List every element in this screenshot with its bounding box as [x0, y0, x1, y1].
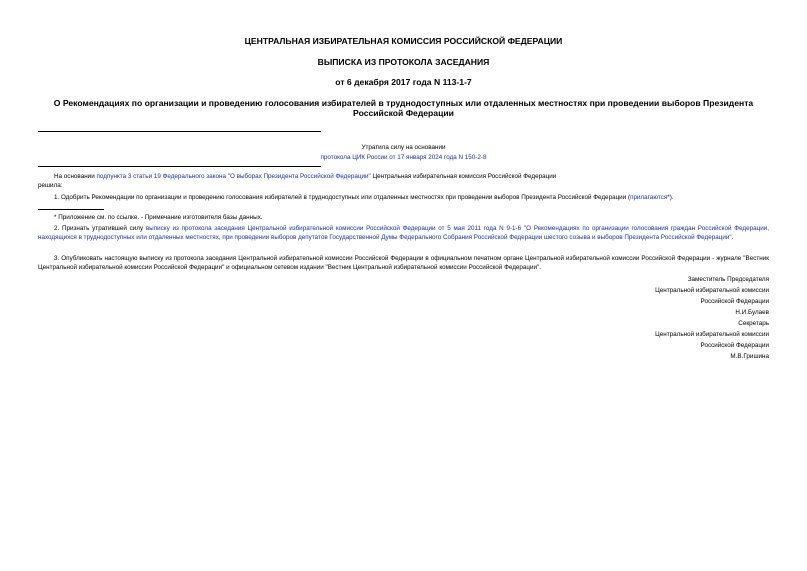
deputy-title-line-2: Центральной избирательной комиссии — [655, 287, 769, 294]
document-date-number: от 6 декабря 2017 года N 113-1-7 — [335, 77, 472, 87]
item-1-paragraph — [38, 193, 769, 202]
item-3-paragraph: 3. Опубликовать настоящую выписку из протокола заседания Центральной избирательной комиссии Российской Федерации в официальном печатном органе Центральной избирательной комиссии Российской Федерации - журнале "Вестник Центральной избирательной комиссии Российской Федерации" и официальном сетевом издании "Вестник Центральной избирательной комиссии Российской Федерации". — [38, 255, 769, 272]
status-link-line — [38, 153, 769, 162]
header-divider — [38, 131, 321, 132]
secretary-title-line-2: Центральной избирательной комиссии — [655, 331, 769, 338]
item-2-paragraph — [38, 224, 769, 243]
footnote-divider — [38, 209, 104, 210]
document-subject-line-2: Российской Федерации — [353, 108, 454, 118]
decided-label: решила: — [38, 182, 63, 189]
footnote-paragraph: * Приложение см. по ссылке. - Примечание изготовителя базы данных. — [54, 214, 263, 221]
preamble-prefix: На основании — [54, 173, 97, 180]
preamble-paragraph — [38, 172, 769, 181]
recommendations-attachment-link[interactable]: прилагаются — [630, 194, 668, 201]
deputy-title-line-3: Российской Федерации — [700, 298, 769, 305]
preamble-suffix: Центральная избирательная комиссия Российской Федерации — [370, 173, 557, 180]
secretary-name: М.В.Гришина — [730, 353, 769, 360]
status-divider — [38, 166, 321, 167]
document-type-title: ВЫПИСКА ИЗ ПРОТОКОЛА ЗАСЕДАНИЯ — [317, 57, 490, 67]
item-2-suffix: . — [731, 234, 734, 242]
secretary-title-line-1: Секретарь — [738, 320, 769, 327]
item-1-suffix: *). — [667, 194, 674, 201]
repeal-protocol-link[interactable]: протокола ЦИК России от 17 января 2024 года N 150-2-8 — [320, 154, 487, 161]
item-2-prefix: 2. Признать утратившей силу — [54, 225, 146, 232]
document-subject-line-1: О Рекомендациях по организации и проведению голосования избирателей в труднодоступных или отдаленных местностях при проведении выборов Президента — [53, 98, 754, 108]
deputy-name: Н.И.Булаев — [735, 309, 769, 316]
federal-law-link[interactable]: подпункта 3 статьи 19 Федерального закона "О выборах Президента Российской Федерации" — [96, 173, 371, 180]
status-note: Утратила силу на основании — [361, 144, 446, 151]
commission-title: ЦЕНТРАЛЬНАЯ ИЗБИРАТЕЛЬНАЯ КОМИССИЯ РОССИЙСКОЙ ФЕДЕРАЦИИ — [244, 36, 563, 46]
secretary-title-line-3: Российской Федерации — [700, 342, 769, 349]
repealed-extract-link[interactable]: выписку из протокола заседания Центральной избирательной комиссии Российской Федерации от 5 мая 2011 года N 9-1-6 "О Рекомендациях по организации голосования граждан Российской Федерации, находящихся в труднодоступных или отдаленных местностях, при проведении выборов депутатов Государственной Думы Федерального Собрания Российской Федерации шестого созыва и выборов Президента Российской Федерации" — [38, 225, 769, 242]
item-1-text: 1. Одобрить Рекомендации по организации и проведению голосования избирателей в труднодоступных или отдаленных местностях при проведении выборов Президента Российской Федерации ( — [54, 194, 631, 201]
deputy-title-line-1: Заместитель Председателя — [687, 276, 769, 283]
